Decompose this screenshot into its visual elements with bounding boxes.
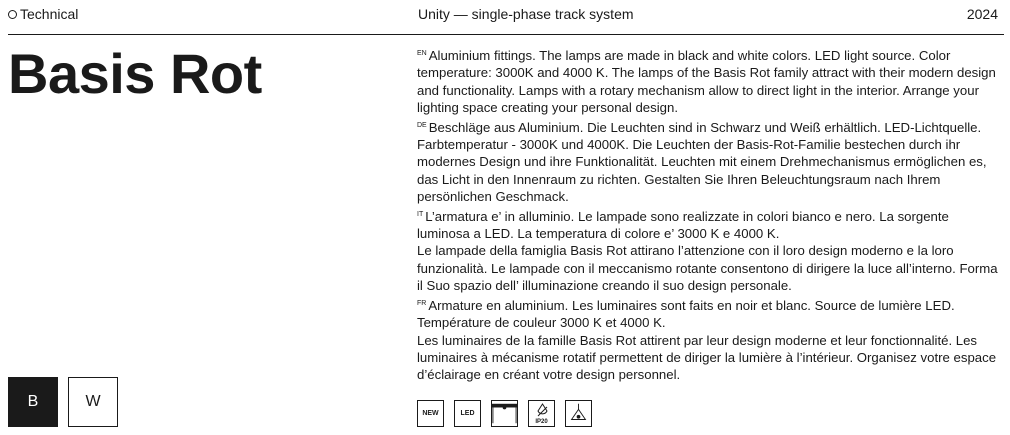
lang-tag-it: IT: [417, 210, 424, 218]
new-badge-icon: [417, 400, 444, 427]
desc-it-text-1: L’armatura e’ in alluminio. Le lampade sono realizzate in colori bianco e nero. La sorgente luminosa a LED. La temperatura di colore e’ 3000 K e 4000 K.: [417, 208, 949, 242]
desc-fr-1: [417, 295, 1005, 332]
color-swatch-black[interactable]: [8, 377, 58, 427]
desc-de: [417, 117, 1005, 206]
lang-tag-fr: FR: [417, 299, 427, 307]
led-text: LED: [460, 410, 475, 417]
swatch-black-label: B: [27, 393, 39, 410]
desc-fr-text-1: Armature en aluminium. Les luminaires sont faits en noir et blanc. Source de lumière LED. Température de couleur 3000 K et 4000 K.: [417, 297, 955, 331]
product-description: [417, 45, 1005, 384]
new-badge-text: NEW: [422, 410, 439, 417]
header-divider: [8, 34, 1004, 35]
track-mount-icon: [491, 400, 518, 427]
led-icon: [454, 400, 481, 427]
desc-en-text: Aluminium fittings. The lamps are made in black and white colors. LED light source. Color temperature: 3000K and 4000 K. The lamps of the Basis Rot family attract with their modern design and functionality. Lamps with a rotary mechanism allow to direct light in the interior. Arrange your lighting space creating your personal design.: [417, 48, 996, 116]
lang-tag-en: EN: [417, 50, 427, 57]
feature-icons: [417, 400, 592, 427]
swatch-white-label: W: [85, 393, 101, 410]
section-text: Technical: [20, 6, 79, 22]
header-year: 2024: [966, 6, 998, 22]
desc-it-2: Le lampade della famiglia Basis Rot attirano l’attenzione con il loro design moderno e la loro funzionalità. Le lampade con il meccanismo rotante consentono di dirigere la luce all’interno. Forma il Suo spazio dell’ illuminazione creando il suo design personale.: [417, 243, 998, 294]
ip20-icon: [528, 400, 555, 427]
lang-tag-de: DE: [417, 121, 427, 129]
desc-en: [417, 45, 1005, 117]
desc-it-1: [417, 206, 1005, 243]
desc-de-text: Beschläge aus Aluminium. Die Leuchten sind in Schwarz und Weiß erhältlich. LED-Lichtquelle. Farbtemperatur - 3000K und 4000K. Die Leuchten der Basis-Rot-Familie bestechen durch ihr modernes Design und ihre Funktionalität. Leuchten mit einem Drehmechanismus ermöglichen es, das Licht in den Innenraum zu richten. Gestalten Sie Ihren Beleuchtungsraum nach Ihrem persönlichen Geschmack.: [417, 119, 987, 205]
circle-icon: [8, 10, 17, 19]
product-title: Basis Rot: [8, 42, 262, 105]
ip-rating-text: IP20: [535, 419, 548, 425]
header-bar: [8, 0, 1002, 30]
beam-icon: [565, 400, 592, 427]
color-swatch-white[interactable]: [68, 377, 118, 427]
desc-fr-2: Les luminaires de la famille Basis Rot attirent par leur design moderne et leur fonctionnalité. Les luminaires à mécanisme rotatif permettent de diriger la lumière à l’intérieur. Organisez votre espace d’éclairage en créant votre design personnel.: [417, 332, 997, 383]
section-label: [8, 6, 78, 22]
header-subtitle: Unity — single-phase track system: [418, 6, 634, 22]
